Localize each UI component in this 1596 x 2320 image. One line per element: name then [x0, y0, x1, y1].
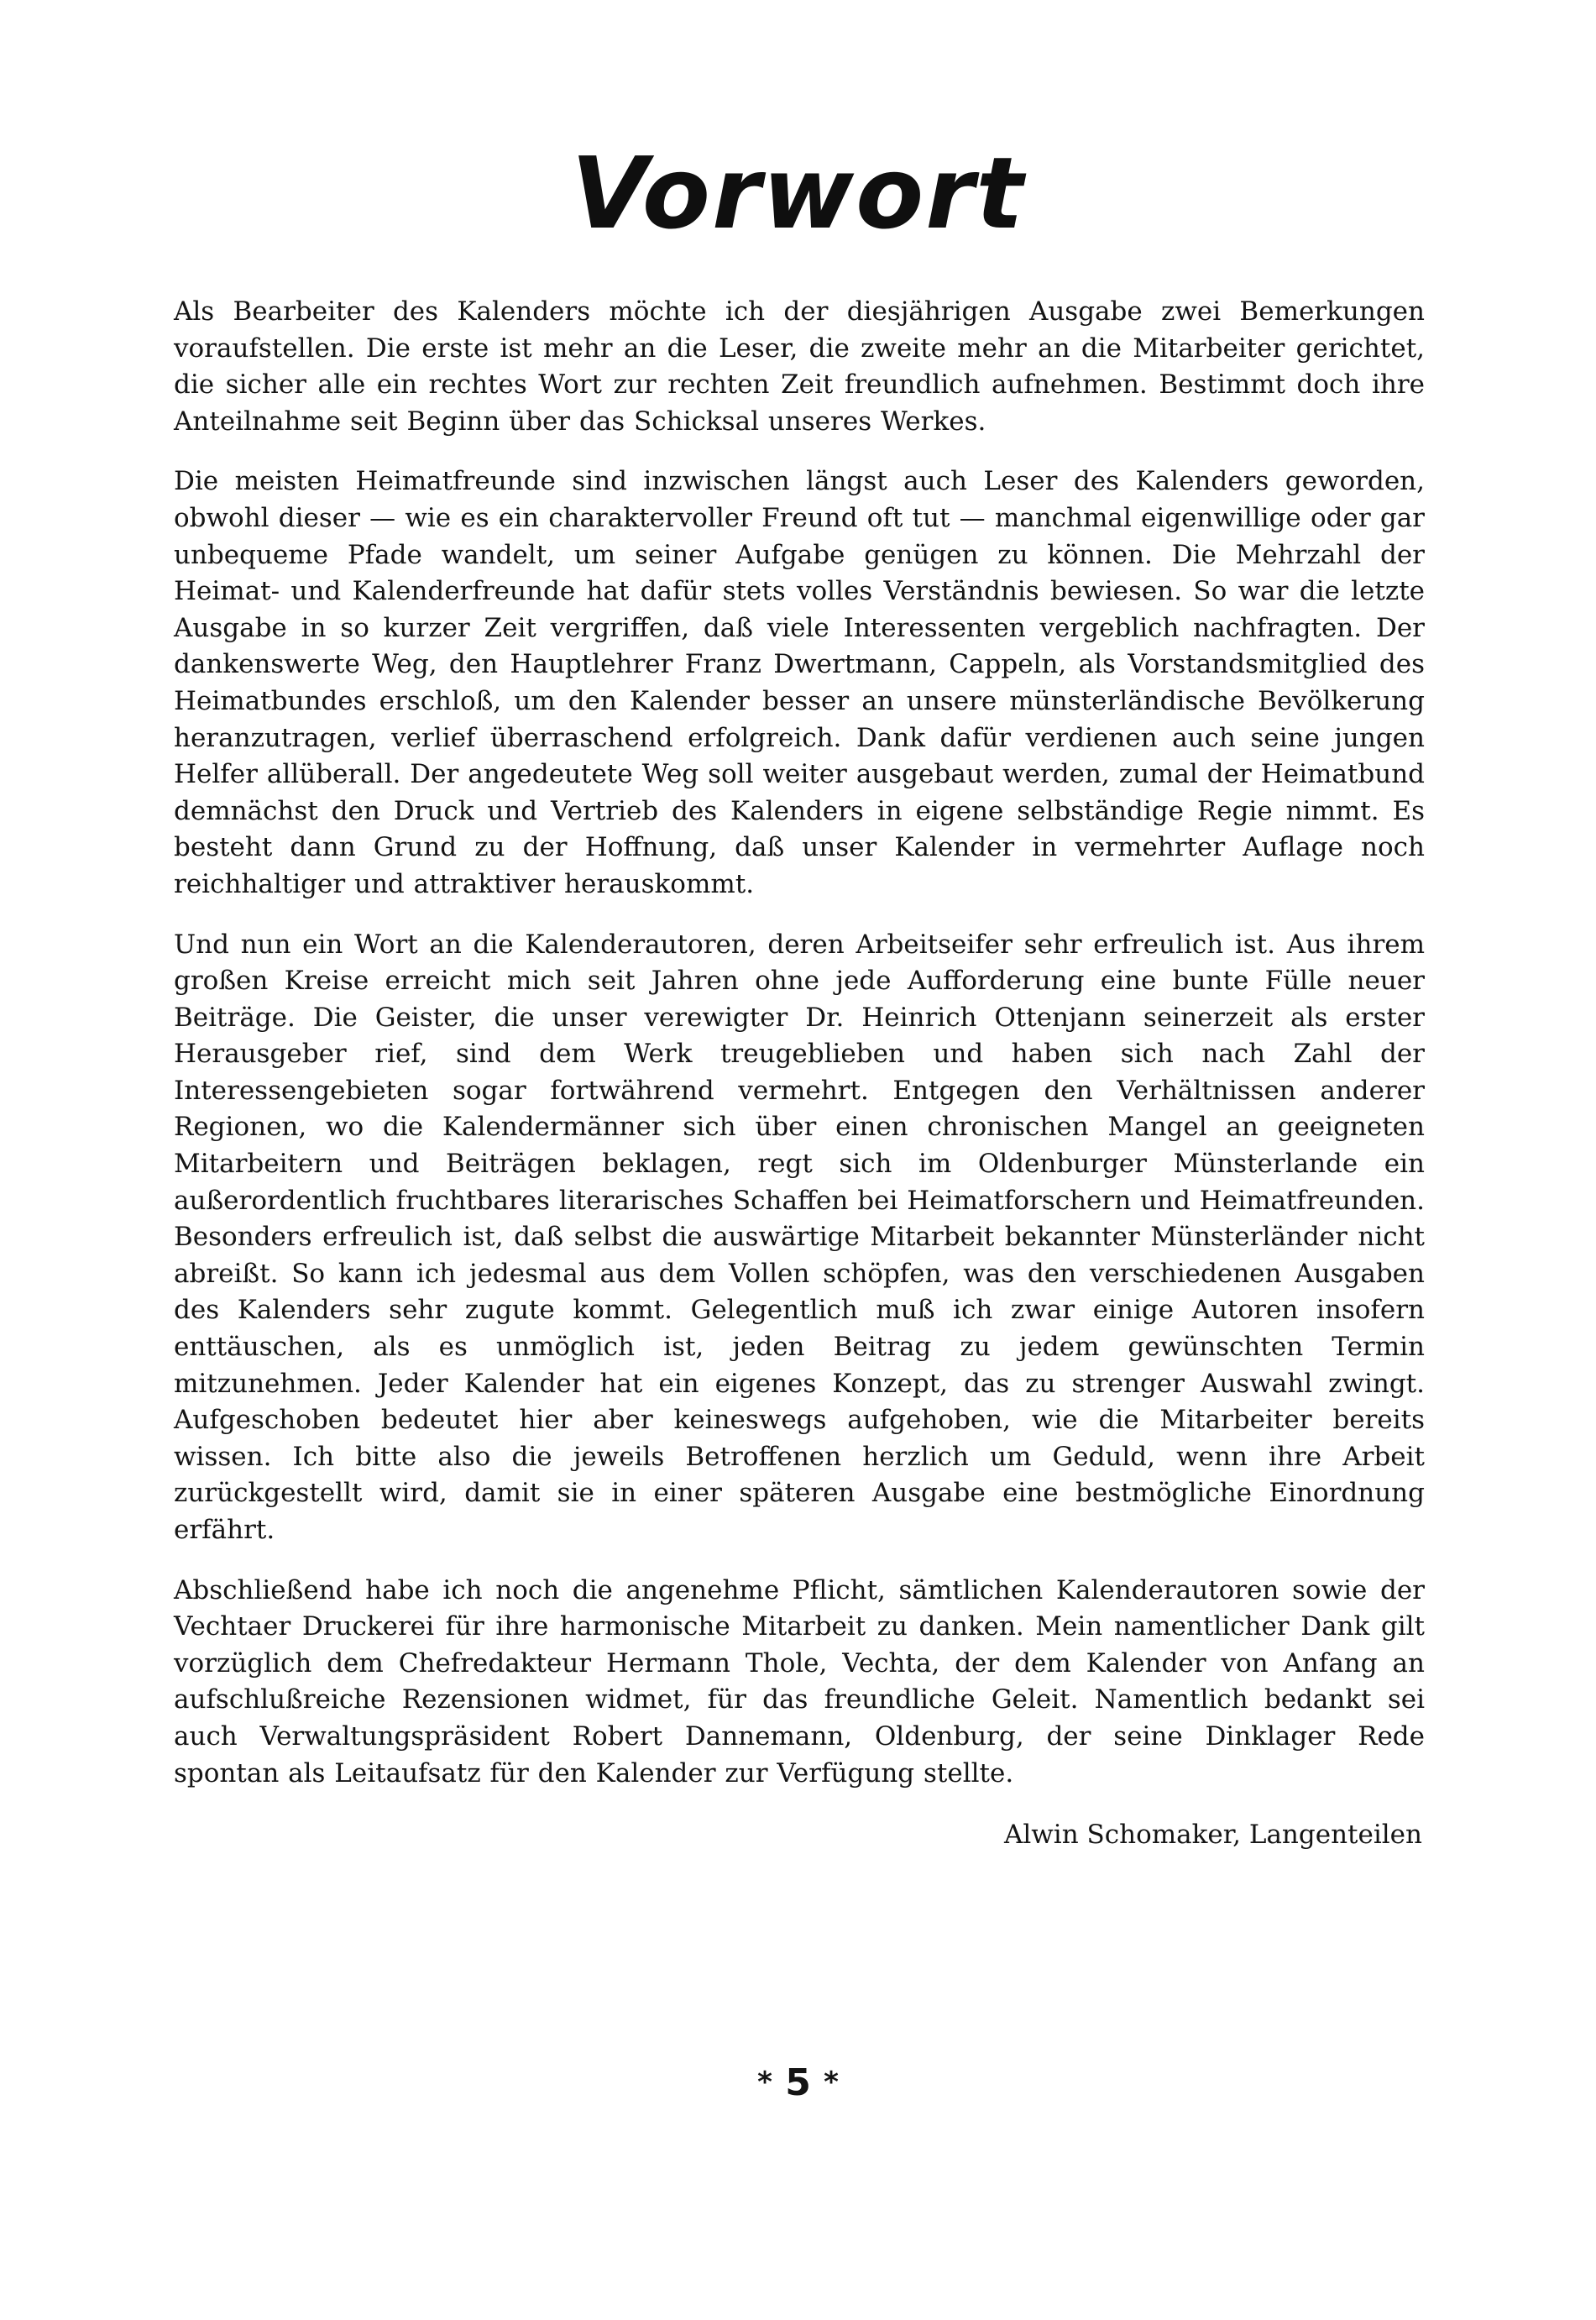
- paragraph-4: Abschließend habe ich noch die angenehme Pflicht, sämtlichen Kalenderautoren sowie der Vechtaer Druckerei für ihre harmonische Mitarbeit zu danken. Mein namentlicher Dank gilt vorzüglich dem Chefredakteur Hermann Thole, Vechta, der dem Kalender von Anfang an aufschlußreiche Rezensionen widmet, für das freundliche Geleit. Namentlich bedankt sei auch Verwaltungspräsident Robert Dannemann, Oldenburg, der seine Dinklager Rede spontan als Leitaufsatz für den Kalender zur Verfügung stellte.: [174, 1574, 1425, 1788]
- star-ornament-right: *: [824, 2066, 839, 2099]
- page-number-value: 5: [785, 2061, 811, 2104]
- body-text: [174, 294, 1425, 1815]
- author-signature: Alwin Schomaker, Langenteilen: [1003, 1820, 1422, 1850]
- page-number: [0, 2057, 1596, 2108]
- paragraph-2: Die meisten Heimatfreunde sind inzwischen längst auch Leser des Kalenders geworden, obwohl dieser — wie es ein charaktervoller Freund oft tut — manchmal eigenwillige oder gar unbequeme Pfade wandelt, um seiner Aufgabe genügen zu können. Die Mehrzahl der Heimat- und Kalenderfreunde hat dafür stets volles Verständnis bewiesen. So war die letzte Ausgabe in so kurzer Zeit vergriffen, daß viele Interessenten vergeblich nachfragten. Der dankenswerte Weg, den Hauptlehrer Franz Dwertmann, Cappeln, als Vorstandsmitglied des Heimatbundes erschloß, um den Kalender besser an unsere münsterländische Bevölkerung heranzutragen, verlief überraschend erfolgreich. Dank dafür verdienen auch seine jungen Helfer allüberall. Der angedeutete Weg soll weiter ausgebaut werden, zumal der Heimatbund demnächst den Druck und Vertrieb des Kalenders in eigene selbständige Regie nimmt. Es besteht dann Grund zu der Hoffnung, daß unser Kalender in vermehrter Auflage noch reichhaltiger und attraktiver herauskommt.: [174, 466, 1425, 899]
- paragraph-3: Und nun ein Wort an die Kalenderautoren, deren Arbeitseifer sehr erfreulich ist. Aus ihrem großen Kreise erreicht mich seit Jahren ohne jede Aufforderung eine bunte Fülle neuer Beiträge. Die Geister, die unser verewigter Dr. Heinrich Ottenjann seinerzeit als erster Herausgeber rief, sind dem Werk treugeblieben und haben sich nach Zahl der Interessengebieten sogar fortwährend vermehrt. Entgegen den Verhältnissen anderer Regionen, wo die Kalendermänner sich über einen chronischen Mangel an geeigneten Mitarbeitern und Beiträgen beklagen, regt sich im Oldenburger Münsterlande ein außerordentlich fruchtbares literarisches Schaffen bei Heimatforschern und Heimatfreunden. Besonders erfreulich ist, daß selbst die auswärtige Mitarbeit bekannter Münsterländer nicht abreißt. So kann ich jedesmal aus dem Vollen schöpfen, was den verschiedenen Ausgaben des Kalenders sehr zugute kommt. Gelegentlich muß ich zwar einige Autoren insofern enttäuschen, als es unmöglich ist, jeden Beitrag zu jedem gewünschten Termin mitzunehmen. Jeder Kalender hat ein eigenes Konzept, das zu strenger Auswahl zwingt. Aufgeschoben bedeutet hier aber keineswegs aufgehoben, wie die Mitarbeiter bereits wissen. Ich bitte also die jeweils Betroffenen herzlich um Geduld, wenn ihre Arbeit zurückgestellt wird, damit sie in einer späteren Ausgabe eine bestmögliche Einordnung erfährt.: [174, 929, 1425, 1545]
- star-ornament-left: *: [757, 2066, 772, 2099]
- page-title: Vorwort: [571, 135, 1025, 251]
- paragraph-1: Als Bearbeiter des Kalenders möchte ich der diesjährigen Ausgabe zwei Bemerkungen voraufstellen. Die erste ist mehr an die Leser, die zweite mehr an die Mitarbeiter gerichtet, die sicher alle ein rechtes Wort zur rechten Zeit freundlich aufnehmen. Bestimmt doch ihre Anteilnahme seit Beginn über das Schicksal unseres Werkes.: [174, 296, 1425, 437]
